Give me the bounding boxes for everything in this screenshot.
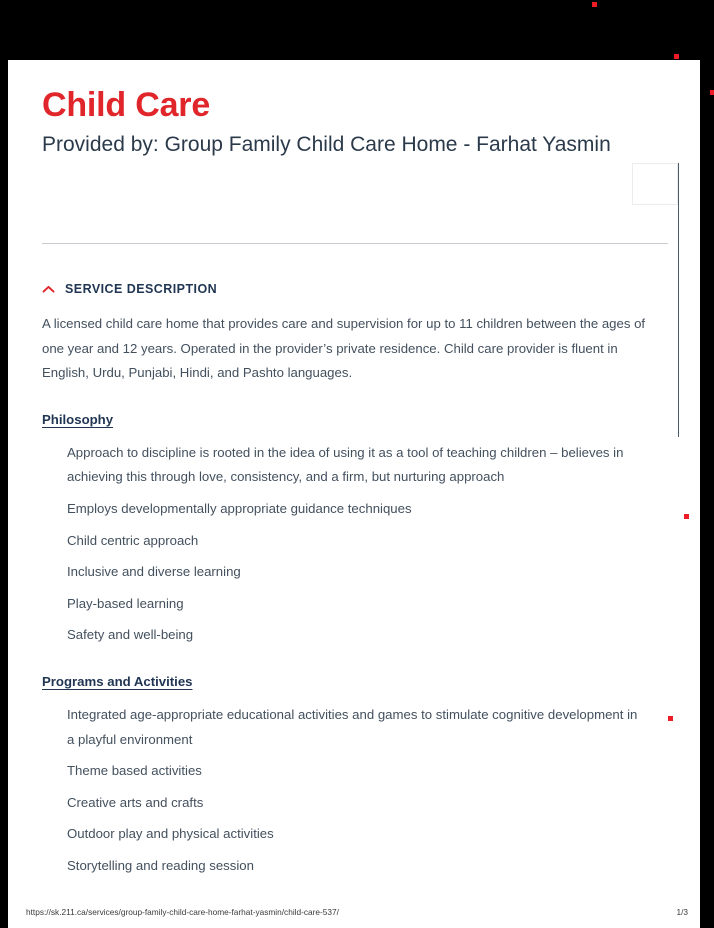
page-subtitle: Provided by: Group Family Child Care Home - Farhat Yasmin (42, 133, 611, 157)
list-item: Inclusive and diverse learning (67, 564, 241, 580)
header-divider (42, 243, 668, 244)
list-item: Creative arts and crafts (67, 794, 204, 810)
subheading-philosophy: Philosophy (42, 411, 114, 427)
list-item: Integrated age-appropriate educational activities and games to stimulate cognitive development in a playful environment (67, 706, 638, 747)
list-item: Outdoor play and physical activities (67, 826, 274, 842)
list-philosophy (42, 427, 662, 648)
marker-dot (674, 54, 679, 59)
page-title: Child Care (42, 86, 211, 124)
section-header-label: SERVICE DESCRIPTION (65, 282, 218, 296)
footer-source-url: https://sk.211.ca/services/group-family-child-care-home-farhat-yasmin/child-care-537/ (26, 907, 339, 917)
marker-dot (684, 514, 689, 519)
list-item: Child centric approach (67, 532, 199, 548)
chevron-up-icon[interactable] (42, 283, 55, 296)
list-programs-and-activities (42, 689, 662, 879)
marker-dot (710, 90, 714, 95)
list-item: Play-based learning (67, 595, 184, 611)
subheading-programs-and-activities: Programs and Activities (42, 673, 193, 689)
text-selection-caret (678, 163, 679, 437)
marker-dot (592, 2, 597, 7)
page-header (42, 60, 668, 159)
printed-page (8, 60, 700, 928)
overlay-tooltip-box (632, 163, 678, 205)
section-header-service-description[interactable] (42, 282, 217, 296)
list-item: Theme based activities (67, 763, 202, 779)
list-item: Storytelling and reading session (67, 857, 254, 873)
list-item: Safety and well-being (67, 627, 194, 643)
footer-page-indicator: 1/3 (676, 907, 688, 917)
service-description-paragraph: A licensed child care home that provides care and supervision for up to 11 children between the ages of one year and 12 years. Operated in the provider’s private residence. Child care provider is fluent in English, Urdu, Punjabi, Hindi, and Pashto languages. (42, 316, 646, 381)
marker-dot (668, 716, 673, 721)
list-item: Approach to discipline is rooted in the idea of using it as a tool of teaching children – believes in achieving this through love, consistency, and a firm, but nurturing approach (67, 444, 624, 485)
print-footer (8, 903, 700, 921)
viewport-letterbox-top (0, 0, 714, 60)
viewport-letterbox-left (0, 60, 8, 928)
section-body (42, 312, 662, 879)
viewport-letterbox-right (700, 0, 714, 928)
list-item: Employs developmentally appropriate guidance techniques (67, 500, 412, 516)
